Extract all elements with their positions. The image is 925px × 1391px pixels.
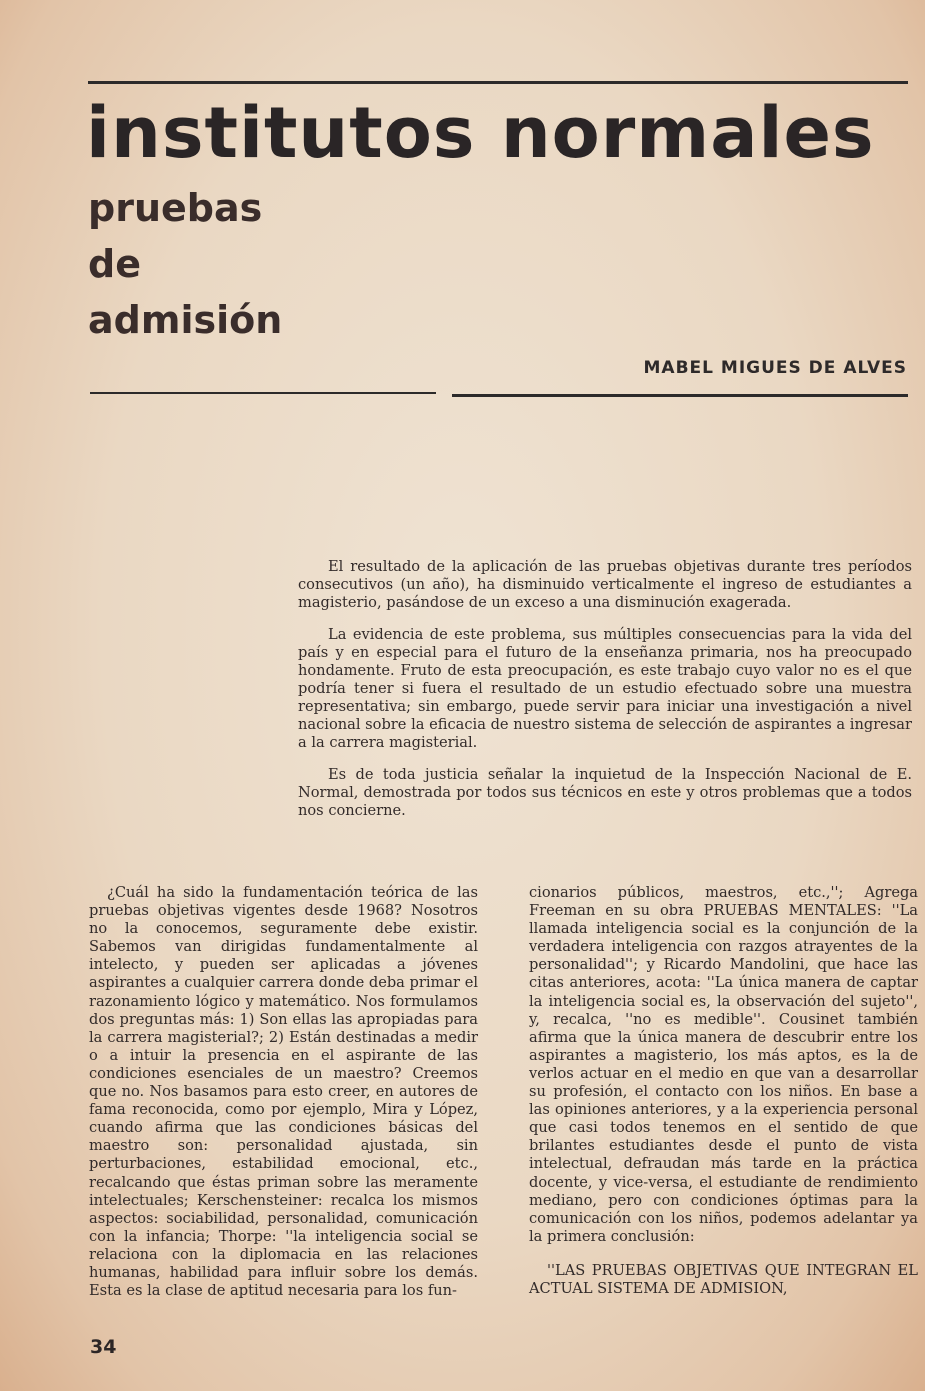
article-subtitle xyxy=(88,180,282,348)
intro-block xyxy=(298,558,912,834)
subtitle-line: pruebas xyxy=(88,186,263,230)
conclusion-quote: ''LAS PRUEBAS OBJETIVAS QUE INTEGRAN EL ACTUAL SISTEMA DE ADMISION, xyxy=(529,1261,918,1297)
intro-paragraph: Es de toda justicia señalar la inquietud de la Inspección Nacional de E. Normal, demostrada por todos sus técnicos en este y otros problemas que a todos nos concierne. xyxy=(298,766,912,819)
top-rule xyxy=(88,81,908,84)
body-paragraph: ¿Cuál ha sido la fundamentación teórica de las pruebas objetivas vigentes desde 1968? Nosotros no la conocemos, seguramente debe existir. Sabemos van dirigidas fundamentalmente al intelecto, y pueden ser aplicadas a jóvenes aspirantes a cualquier carrera donde deba primar el razonamiento lógico y matemático. Nos formulamos dos preguntas más: 1) Son ellas las apropiadas para la carrera magisterial?; 2) Están destinadas a medir o a intuir la presencia en el aspirante de las condiciones esenciales de un maestro? Creemos que no. Nos basamos para esto creer, en autores de fama reconocida, como por ejemplo, Mira y López, cuando afirma que las condiciones básicas del maestro son: personalidad ajustada, sin perturbaciones, estabilidad emocional, etc., recalcando que éstas priman sobre las meramente intelectuales; Kerschensteiner: recalca los mismos aspectos: sociabilidad, personalidad, comunicación con la infancia; Thorpe: ''la inteligencia social se relaciona con la diplomacia en las relaciones humanas, habilidad para influir sobre los demás. Esta es la clase de aptitud necesaria para los fun- xyxy=(89,884,478,1300)
article-title: institutos normales xyxy=(86,92,875,174)
intro-paragraph: La evidencia de este problema, sus múltiples consecuencias para la vida del país y en especial para el futuro de la enseñanza primaria, nos ha preocupado hondamente. Fruto de esta preocupación, es este trabajo cuyo valor no es el que podría tener si fuera el resultado de un estudio efectuado sobre una muestra representativa; sin embargo, puede servir para iniciar una investigación a nivel nacional sobre la eficacia de nuestro sistema de selección de aspirantes a ingresar a la carrera magisterial. xyxy=(298,626,912,751)
header-rule-right xyxy=(452,394,908,397)
intro-paragraph: El resultado de la aplicación de las pruebas objetivas durante tres períodos consecutivos (un año), ha disminuido verticalmente el ingreso de estudiantes a magisterio, pasándose de un exceso a una disminución exagerada. xyxy=(298,558,912,611)
page-number: 34 xyxy=(90,1336,117,1358)
right-column xyxy=(529,884,918,1298)
body-paragraph: cionarios públicos, maestros, etc.,''; Agrega Freeman en su obra PRUEBAS MENTALES: ''La llamada inteligencia social es la conjunción de la verdadera inteligencia con razgos atrayentes de la personalidad''; y Ricardo Mandolini, que hace las citas anteriores, acota: ''La única manera de captar la inteligencia social es, la observación del sujeto'', y, recalca, ''no es medible''. Cousinet también afirma que la única manera de descubrir entre los aspirantes a magisterio, los más aptos, es la de verlos actuar en el medio en que van a desarrollar su profesión, el contacto con los niños. En base a las opiniones anteriores, y a la experiencia personal que casi todos tenemos en el sentido de que brilantes estudiantes desde el punto de vista intelectual, defraudan más tarde en la práctica docente, y vice-versa, el estudiante de rendimiento mediano, pero con condiciones óptimas para la comunicación con los niños, podemos adelantar ya la primera conclusión: xyxy=(529,884,918,1245)
author-byline: MABEL MIGUES DE ALVES xyxy=(643,358,907,378)
subtitle-line: admisión xyxy=(88,298,283,342)
subtitle-line: de xyxy=(88,242,141,286)
header-rule-left xyxy=(90,392,436,394)
left-column xyxy=(89,884,478,1300)
